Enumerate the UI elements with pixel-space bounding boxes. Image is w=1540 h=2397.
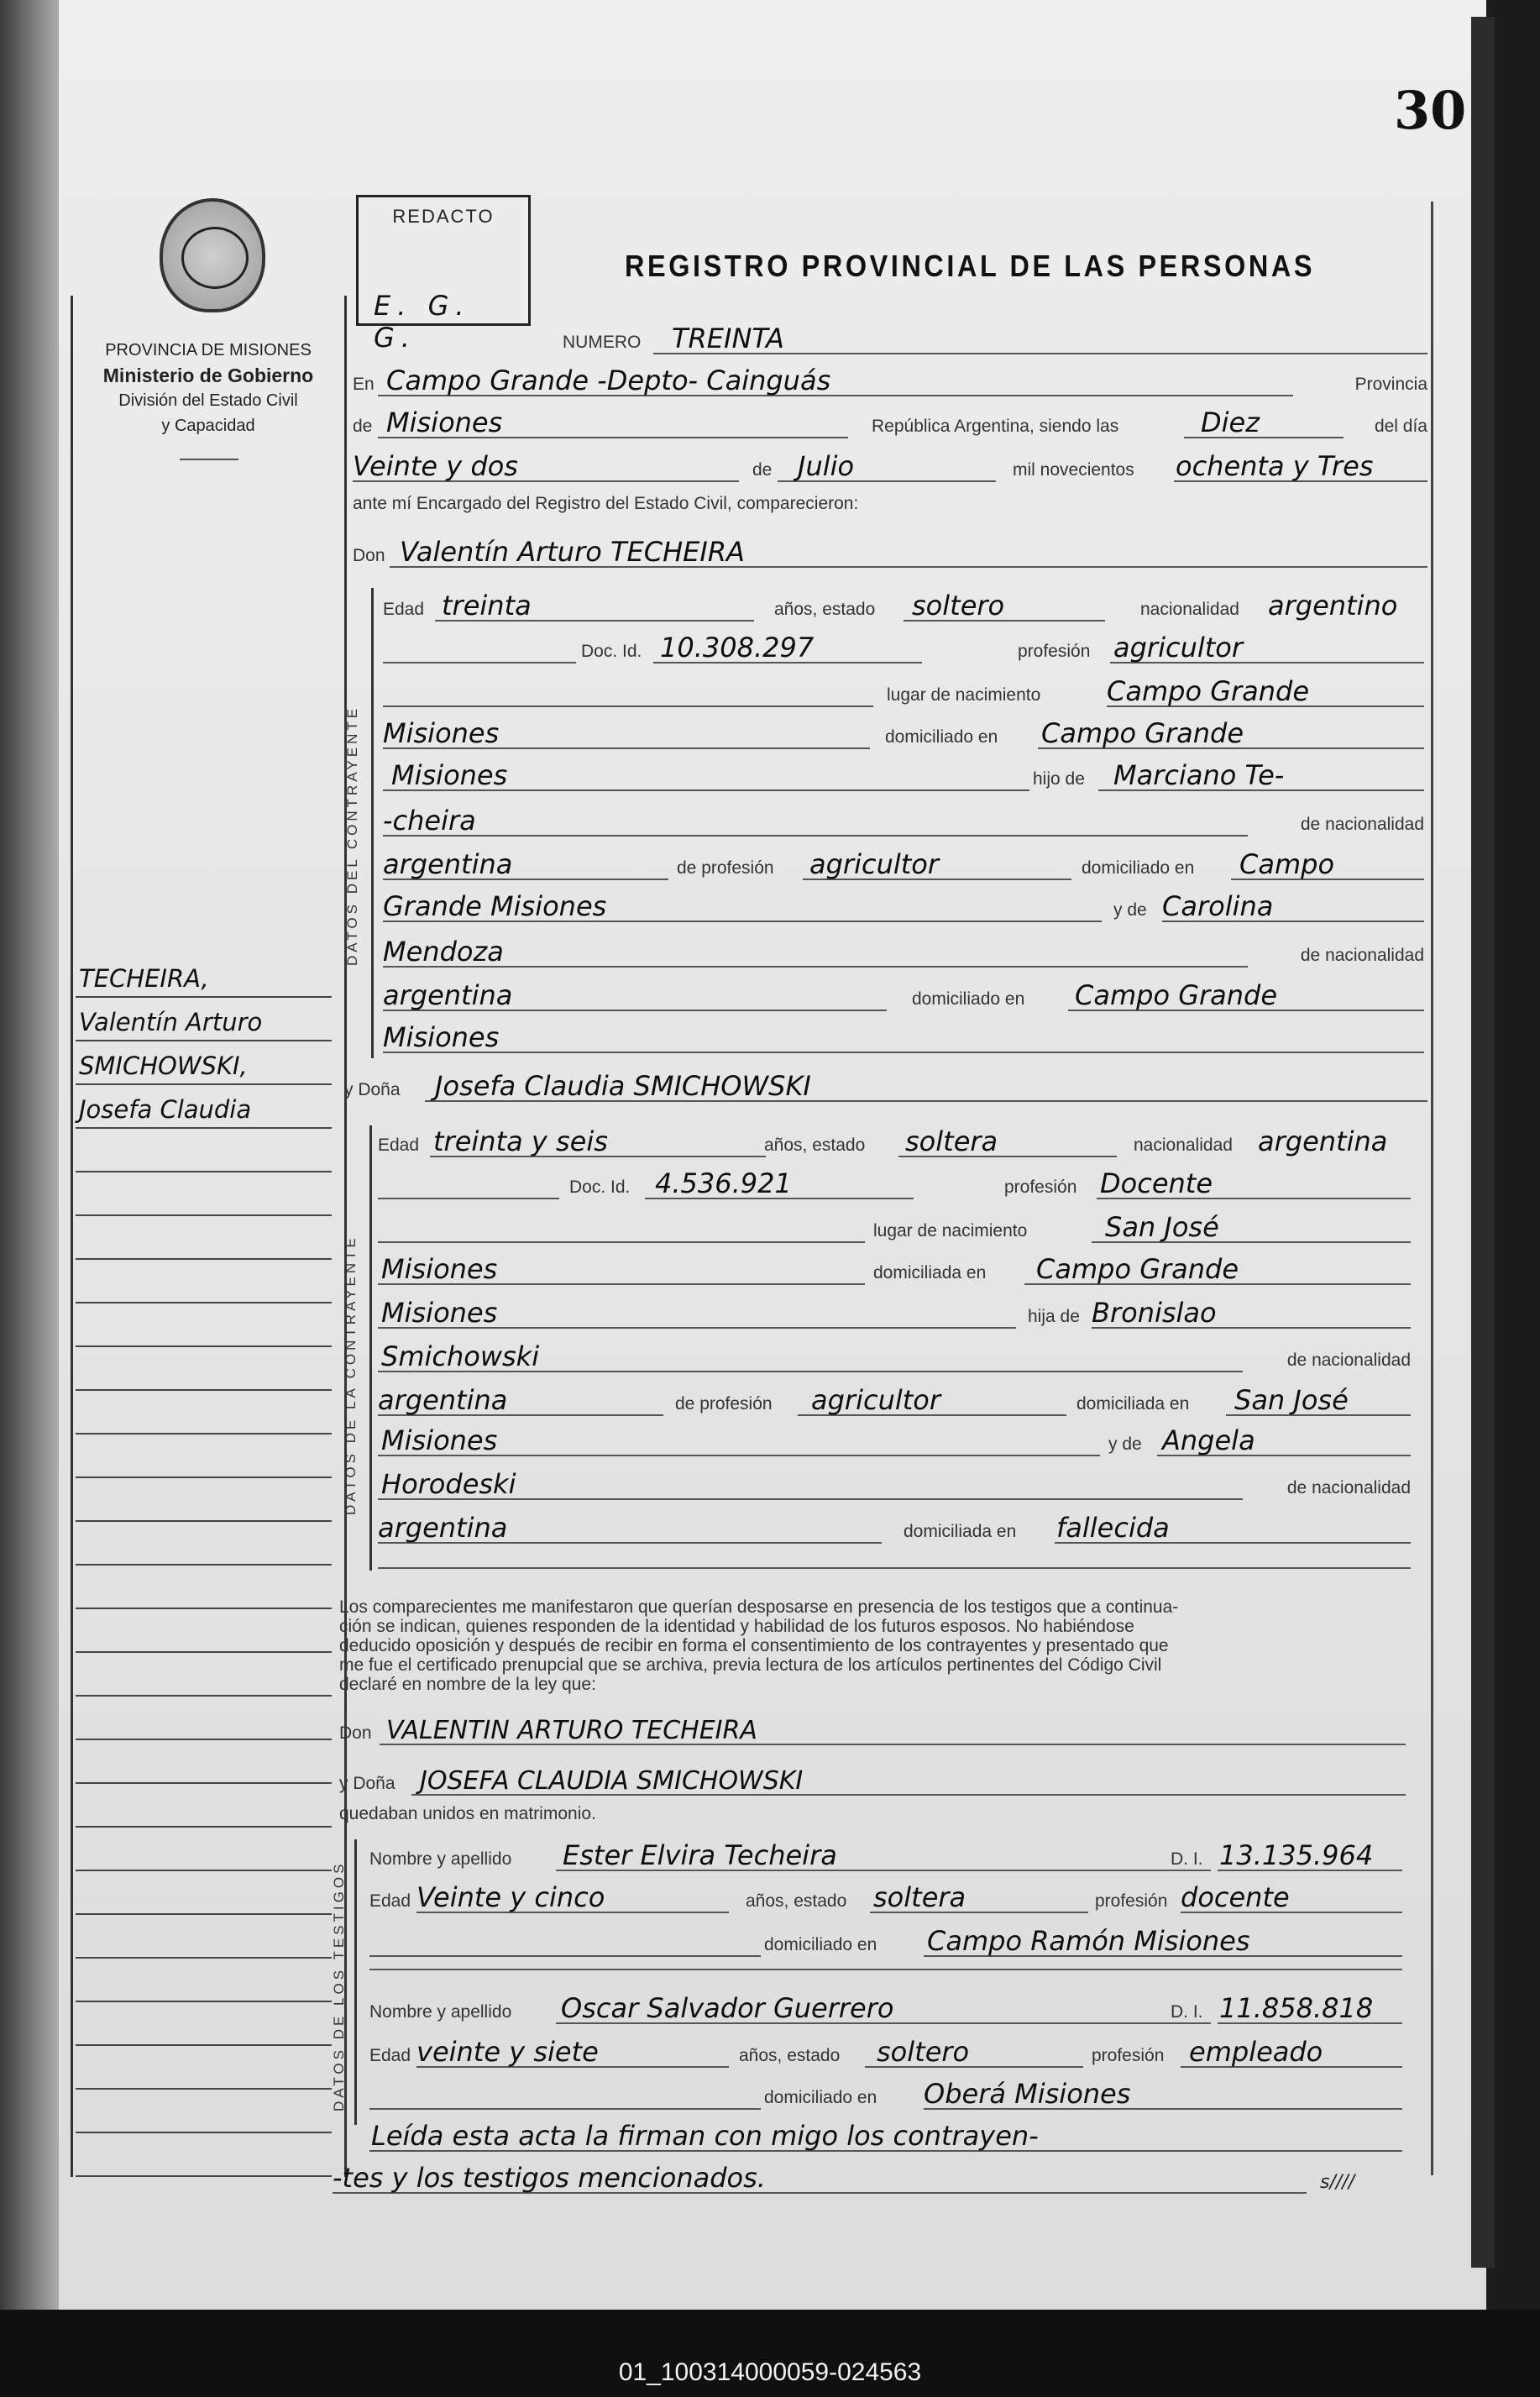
fecha-row (353, 445, 1427, 484)
lugar-nacimiento-value-cont: Misiones (381, 1253, 498, 1285)
padre-profesion-value: agricultor (809, 848, 940, 880)
dona-label: y Doña (339, 1774, 395, 1793)
madre-nacionalidad-label: de nacionalidad (1300, 946, 1424, 965)
anios-label: años, estado (746, 1891, 847, 1911)
margin-blank-line (76, 1478, 332, 1522)
dona-label: y Doña (344, 1080, 401, 1099)
declaration-line: deducido oposición y después de recibir en forma el consentimiento de los contrayentes y presentado que (339, 1636, 1169, 1655)
margin-blank-line (76, 1740, 332, 1784)
madre-row (378, 1419, 1411, 1458)
domicilio-value: Campo Grande (1036, 1253, 1239, 1285)
redacto-initials: E. G. G. (374, 290, 471, 354)
de-mes-label: de (752, 460, 773, 480)
de-profesion-label: de profesión (677, 858, 774, 878)
madre-value: Angela (1162, 1424, 1255, 1456)
edad-row (378, 1120, 1419, 1159)
edad-value: treinta (442, 590, 532, 622)
profesion-label: profesión (1092, 2046, 1165, 2065)
margin-blank-line (76, 1609, 332, 1653)
madre-domicilio-value: fallecida (1056, 1512, 1170, 1544)
padre-value-cont: Smichowski (381, 1340, 540, 1372)
anio-value: ochenta y Tres (1176, 450, 1374, 482)
padre-domiciliada-label: domiciliada en (1076, 1394, 1190, 1414)
declaration-don-value: VALENTIN ARTURO TECHEIRA (386, 1716, 757, 1745)
madre-domicilio-row (383, 974, 1424, 1013)
margin-blank-line (76, 1172, 332, 1216)
republica-label: República Argentina, siendo las (872, 417, 1119, 436)
edad-label: Edad (369, 2046, 411, 2065)
contrayenta-name-row (344, 1065, 1427, 1104)
doc-label: Doc. Id. (569, 1178, 631, 1197)
profesion-label: profesión (1095, 1891, 1168, 1911)
padre-nacionalidad-value: argentina (383, 848, 513, 880)
lugar-nacimiento-value: Campo Grande (1107, 675, 1310, 707)
hija-row (378, 1292, 1411, 1330)
di-label: D. I. (1171, 2002, 1203, 2022)
nacionalidad-value: argentina (1258, 1125, 1388, 1157)
hora-value: Diez (1201, 406, 1260, 438)
contrayenta-side-label: DATOS DE LA CONTRAYENTE (343, 1235, 359, 1515)
testigo2-nombre-value: Oscar Salvador Guerrero (561, 1992, 894, 2024)
ministry-name: Ministerio de Gobierno (102, 365, 314, 386)
padre-domicilio-value: San José (1234, 1384, 1349, 1416)
testigo1-edad-row (369, 1876, 1402, 1915)
padre-nacionalidad-row (383, 800, 1424, 838)
madre-domiciliada-label: domiciliada en (904, 1522, 1017, 1541)
padre-nacionalidad-row (378, 1335, 1411, 1374)
underline (383, 966, 1248, 968)
domicilio-row (383, 712, 1424, 751)
testigo2-di-value: 11.858.818 (1219, 1992, 1374, 2024)
en-label: En (353, 375, 375, 394)
testigo1-profesion-value: docente (1181, 1881, 1290, 1913)
madre-domicilio-value: Campo Grande (1075, 979, 1278, 1011)
testigos-side-label: DATOS DE LOS TESTIGOS (331, 1860, 347, 2111)
form-right-rule (1431, 202, 1433, 2175)
domicilio-value-cont: Misiones (381, 1297, 498, 1329)
contrayente-side-label: DATOS DEL CONTRAYENTE (344, 705, 360, 966)
y-de-label: y de (1113, 900, 1147, 920)
margin-blank-line (76, 2090, 332, 2133)
nombre-apellido-label: Nombre y apellido (369, 2002, 512, 2022)
margin-blank-line (76, 1697, 332, 1740)
testigo1-di-value: 13.135.964 (1219, 1839, 1374, 1871)
domicilio-value: Campo Grande (1041, 717, 1244, 749)
de-profesion-label: de profesión (675, 1394, 773, 1414)
lugar-nacimiento-row (383, 670, 1424, 709)
de-nacionalidad-label: de nacionalidad (1300, 815, 1424, 834)
underline (383, 662, 576, 664)
closing-line-2 (333, 2157, 1307, 2195)
madre-value-cont: Horodeski (381, 1468, 516, 1500)
hijo-label: hijo de (1033, 769, 1085, 789)
estado-value: soltera (905, 1125, 998, 1157)
madre-value-cont: Mendoza (383, 936, 504, 968)
underline (383, 1052, 1424, 1053)
declaration-line: ción se indican, quienes responden de la identidad y habilidad de los futuros esposos. No habiéndose (339, 1617, 1134, 1636)
padre-nacionalidad-value: argentina (378, 1384, 508, 1416)
underline (378, 1567, 1411, 1569)
don-label: Don (353, 546, 385, 565)
madre-domicilio-value-cont: Misiones (383, 1021, 500, 1053)
nacionalidad-value: argentino (1268, 590, 1398, 622)
mes-value: Julio (798, 450, 855, 482)
nombre-apellido-label: Nombre y apellido (369, 1849, 512, 1869)
division-name: División del Estado Civil (118, 391, 298, 410)
margin-blank-line (76, 1260, 332, 1303)
de-nacionalidad-label: de nacionalidad (1286, 1351, 1411, 1370)
underline (369, 2108, 761, 2110)
testigo1-nombre-row (369, 1834, 1402, 1873)
madre-nacionalidad-row (378, 1463, 1411, 1502)
book-spine (0, 0, 67, 2310)
testigo2-profesion-value: empleado (1189, 2036, 1323, 2068)
hijo-row (383, 754, 1424, 793)
lugar-nacimiento-label: lugar de nacimiento (873, 1221, 1028, 1240)
numero-value: TREINTA (672, 323, 784, 354)
margin-blank-line (76, 2133, 332, 2177)
madre-value: Carolina (1162, 890, 1274, 922)
underline (378, 1198, 559, 1199)
profesion-label: profesión (1018, 642, 1091, 661)
declaration-paragraph (339, 1597, 1414, 1694)
margin-note-line: SMICHOWSKI, (76, 1041, 332, 1085)
page-edge (1471, 17, 1495, 2268)
margin-blank-line (76, 1216, 332, 1260)
di-label: D. I. (1171, 1849, 1203, 1869)
profesion-value: agricultor (1113, 632, 1244, 664)
padre-domicilio-value: Campo (1239, 848, 1335, 880)
provincia-row (353, 401, 1427, 440)
testigo1-nombre-value: Ester Elvira Techeira (563, 1839, 837, 1871)
header-divider (180, 459, 238, 460)
padre-value-cont: -cheira (383, 805, 476, 837)
margin-blank-line (76, 1784, 332, 1828)
margin-blank-line (76, 1129, 332, 1172)
lugar-nacimiento-value: San José (1105, 1211, 1219, 1243)
doc-row (383, 627, 1424, 665)
nacionalidad-label: nacionalidad (1134, 1136, 1233, 1155)
don-label: Don (339, 1723, 372, 1743)
quedaban-text: quedaban unidos en matrimonio. (339, 1804, 596, 1823)
margin-blank-line (76, 1435, 332, 1478)
declaration-don-row (339, 1708, 1406, 1747)
doc-row (378, 1162, 1411, 1201)
testigo2-nombre-row (369, 1987, 1402, 2026)
provincia-value: Misiones (386, 406, 503, 438)
contrayenta-end-row (378, 1550, 1411, 1571)
del-dia-label: del día (1374, 417, 1427, 436)
contrayente-name: Valentín Arturo TECHEIRA (400, 536, 745, 568)
margin-note-line: TECHEIRA, (76, 954, 332, 998)
division-name-cont: y Capacidad (161, 417, 255, 435)
margin-blank-line (76, 2046, 332, 2090)
form-title: REGISTRO PROVINCIAL DE LAS PERSONAS (625, 249, 1316, 283)
de-label: de (353, 417, 373, 436)
mil-label: mil novecientos (1013, 460, 1134, 480)
doc-label: Doc. Id. (581, 642, 642, 661)
padre-domicilio-value-cont: Misiones (381, 1424, 498, 1456)
padre-domiciliado-label: domiciliado en (1082, 858, 1195, 878)
testigo2-edad-row (369, 2031, 1402, 2069)
margin-blank-line (76, 1959, 332, 2002)
padre-value: Marciano Te- (1113, 759, 1285, 791)
margin-notes (76, 954, 332, 2177)
quedaban-row (339, 1797, 1406, 1828)
edad-label: Edad (369, 1891, 411, 1911)
lugar-nacimiento-row (378, 1206, 1411, 1245)
doc-value: 4.536.921 (655, 1167, 792, 1199)
provincia-label: Provincia (1354, 375, 1427, 394)
edad-value: treinta y seis (433, 1125, 608, 1157)
domicilio-row (378, 1248, 1411, 1287)
madre-nacionalidad-label: de nacionalidad (1286, 1478, 1411, 1497)
testigo2-edad-value: veinte y siete (416, 2036, 599, 2068)
declaration-line: Los comparecientes me manifestaron que querían desposarse en presencia de los testigos que a continua- (339, 1597, 1179, 1617)
declaration-dona-value: JOSEFA CLAUDIA SMICHOWSKI (420, 1766, 804, 1796)
lugar-nacimiento-value-cont: Misiones (383, 717, 500, 749)
margin-blank-line (76, 1915, 332, 1959)
madre-domicilio-row (378, 1507, 1411, 1545)
anios-label: años, estado (764, 1136, 866, 1155)
margin-note-line: Valentín Arturo (76, 998, 332, 1041)
margin-blank-line (76, 2002, 332, 2046)
doc-value: 10.308.297 (660, 632, 815, 664)
y-de-label: y de (1108, 1435, 1142, 1454)
domicilio-value-cont: Misiones (391, 759, 508, 791)
ante-label: ante mí Encargado del Registro del Estado Civil, comparecieron: (353, 494, 859, 513)
margin-blank-line (76, 1653, 332, 1697)
testigo2-domicilio-row (369, 2073, 1402, 2111)
redacto-label: REDACTO (392, 206, 495, 227)
contrayenta-name: Josefa Claudia SMICHOWSKI (435, 1070, 811, 1102)
coat-of-arms-seal (160, 198, 265, 312)
lugar-row (353, 359, 1427, 398)
testigo1-domicilio-value: Campo Ramón Misiones (927, 1925, 1250, 1957)
declaration-dona-row (339, 1759, 1406, 1797)
hija-label: hija de (1028, 1307, 1080, 1326)
closing-text-cont: -tes y los testigos mencionados. (333, 2162, 766, 2194)
margin-blank-line (76, 1871, 332, 1915)
anios-label: años, estado (739, 2046, 841, 2065)
margin-blank-line (76, 1303, 332, 1347)
margin-blank-line (76, 1828, 332, 1871)
closing-line-1 (369, 2115, 1402, 2153)
testigo2-domicilio-value: Oberá Misiones (924, 2078, 1131, 2110)
testigo1-edad-value: Veinte y cinco (416, 1881, 605, 1913)
anios-label: años, estado (774, 600, 876, 619)
underline (378, 1241, 865, 1243)
testigo1-estado-value: soltera (873, 1881, 966, 1913)
redacto-box (356, 195, 531, 354)
domiciliado-label: domiciliado en (885, 727, 998, 747)
lugar-nacimiento-label: lugar de nacimiento (887, 685, 1041, 705)
margin-left-rule (71, 296, 73, 2177)
domiciliado-label: domiciliado en (764, 1935, 877, 1954)
madre-domicilio-cont-row (383, 1016, 1424, 1055)
padre-value: Bronislao (1092, 1297, 1217, 1329)
profesion-label: profesión (1004, 1178, 1077, 1197)
edad-row (383, 585, 1436, 623)
testigo2-estado-value: soltero (877, 2036, 970, 2068)
testigos-bracket (354, 1839, 357, 2125)
profesion-value: Docente (1100, 1167, 1213, 1199)
declaration-line: me fue el certificado prenupcial que se archiva, previa lectura de los artículos pertinentes del Código Civil (339, 1655, 1162, 1675)
numero-row (353, 317, 1427, 356)
lugar-value: Campo Grande -Depto- Cainguás (386, 365, 831, 396)
margin-blank-line (76, 1566, 332, 1609)
declaration-line: declaré en nombre de la ley que: (339, 1675, 596, 1694)
padre-profesion-value: agricultor (811, 1384, 941, 1416)
madre-nacionalidad-row (383, 931, 1424, 969)
madre-nacionalidad-value: argentina (383, 979, 513, 1011)
madre-row (383, 885, 1424, 924)
testigo-divider (369, 1952, 1402, 1972)
page-number: 30 (1394, 80, 1467, 141)
padre-domicilio-value-cont: Grande Misiones (383, 890, 607, 922)
edad-label: Edad (378, 1136, 420, 1155)
margin-blank-line (76, 1391, 332, 1435)
dia-value: Veinte y dos (353, 450, 518, 482)
contrayenta-bracket (369, 1125, 372, 1571)
ante-row (353, 487, 1427, 517)
underline (369, 1969, 1402, 1970)
initials-mark: s//// (1320, 2172, 1355, 2193)
underline (383, 835, 1248, 837)
estado-value: soltero (912, 590, 1005, 622)
domiciliado-label: domiciliado en (764, 2088, 877, 2107)
contrayente-name-row (353, 531, 1427, 569)
padre-profesion-row (378, 1379, 1411, 1418)
underline (383, 705, 873, 707)
nacionalidad-label: nacionalidad (1140, 600, 1239, 619)
margin-note-line: Josefa Claudia (76, 1085, 332, 1129)
image-identifier: 01_100314000059-024563 (618, 2358, 922, 2386)
issuing-office-header (74, 338, 343, 438)
province-name: PROVINCIA DE MISIONES (105, 341, 312, 359)
padre-profesion-row (383, 843, 1424, 882)
margin-blank-line (76, 1347, 332, 1391)
madre-nacionalidad-value: argentina (378, 1512, 508, 1544)
margin-blank-line (76, 1522, 332, 1566)
contrayente-bracket (371, 588, 374, 1058)
madre-domiciliado-label: domiciliado en (912, 989, 1025, 1009)
closing-text: Leída esta acta la firman con migo los contrayen- (371, 2120, 1039, 2152)
numero-label: NUMERO (563, 333, 642, 352)
edad-label: Edad (383, 600, 425, 619)
domiciliada-label: domiciliada en (873, 1263, 987, 1282)
